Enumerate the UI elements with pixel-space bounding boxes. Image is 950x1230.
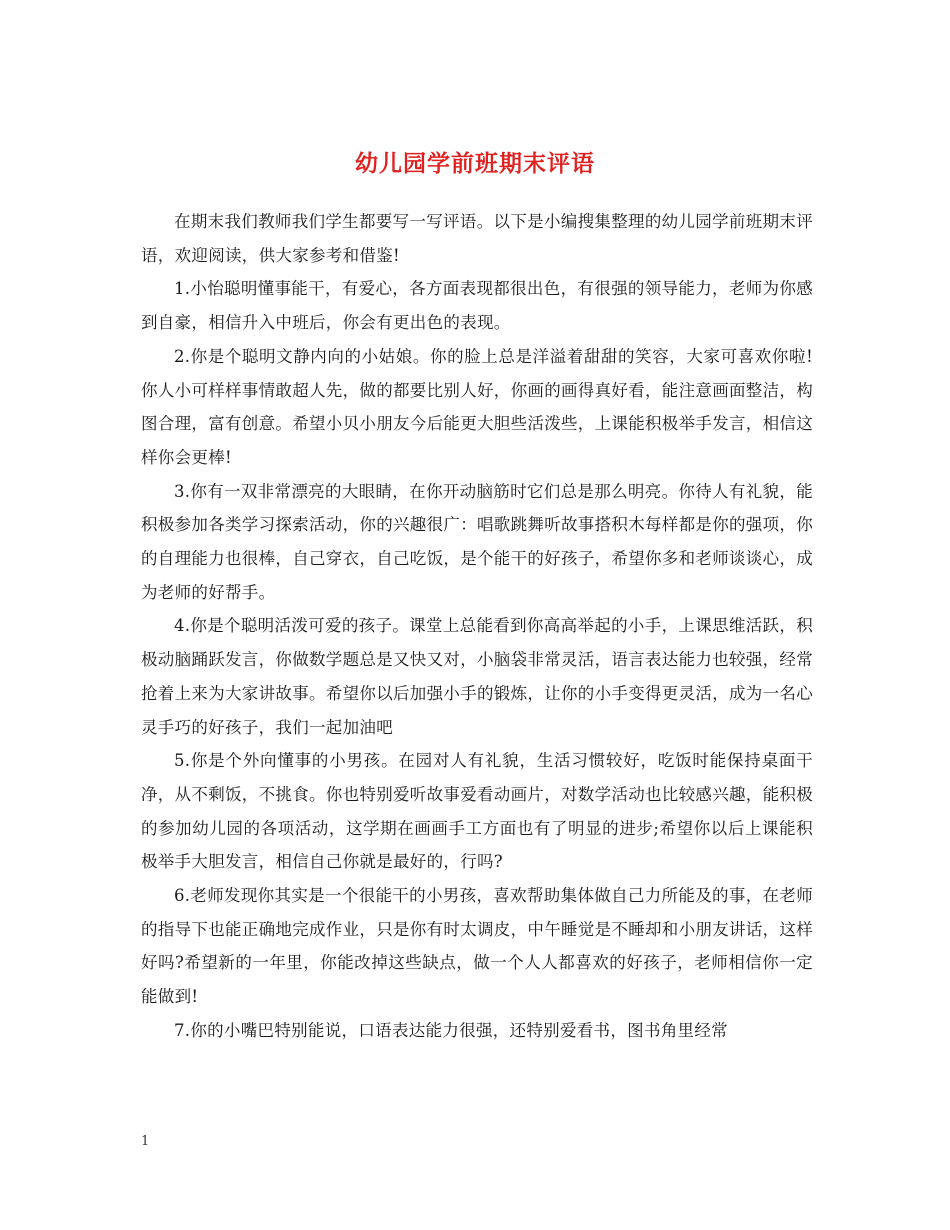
document-body bbox=[141, 205, 813, 1048]
comment-paragraph-2: 2.你是个聪明文静内向的小姑娘。你的脸上总是洋溢着甜甜的笑容，大家可喜欢你啦!你人小可样样事情敢超人先，做的都要比别人好，你画的画得真好看，能注意画面整洁，构图合理，富有创意。希望小贝小朋友今后能更大胆些活泼些，上课能积极举手发言，相信这样你会更棒! bbox=[141, 346, 813, 467]
comment-paragraph-4: 4.你是个聪明活泼可爱的孩子。课堂上总能看到你高高举起的小手，上课思维活跃，积极动脑踊跃发言，你做数学题总是又快又对，小脑袋非常灵活，语言表达能力也较强，经常抢着上来为大家讲故事。希望你以后加强小手的锻炼，让你的小手变得更灵活，成为一名心灵手巧的好孩子，我们一起加油吧 bbox=[141, 616, 813, 737]
comment-paragraph-6: 6.老师发现你其实是一个很能干的小男孩，喜欢帮助集体做自己力所能及的事，在老师的指导下也能正确地完成作业，只是你有时太调皮，中午睡觉是不睡却和小朋友讲话，这样好吗?希望新的一年里，你能改掉这些缺点，做一个人人都喜欢的好孩子，老师相信你一定能做到! bbox=[141, 886, 813, 1007]
comment-paragraph-5: 5.你是个外向懂事的小男孩。在园对人有礼貌，生活习惯较好，吃饭时能保持桌面干净，从不剩饭，不挑食。你也特别爱听故事爱看动画片，对数学活动也比较感兴趣，能积极的参加幼儿园的各项活动，这学期在画画手工方面也有了明显的进步;希望你以后上课能积极举手大胆发言，相信自己你就是最好的，行吗? bbox=[141, 751, 813, 872]
intro-paragraph: 在期末我们教师我们学生都要写一写评语。以下是小编搜集整理的幼儿园学前班期末评语，欢迎阅读，供大家参考和借鉴! bbox=[141, 212, 813, 265]
comment-paragraph-3: 3.你有一双非常漂亮的大眼睛，在你开动脑筋时它们总是那么明亮。你待人有礼貌，能积极参加各类学习探索活动，你的兴趣很广：唱歌跳舞听故事搭积木每样都是你的强项，你的自理能力也很棒，自己穿衣，自己吃饭，是个能干的好孩子，希望你多和老师谈谈心，成为老师的好帮手。 bbox=[141, 481, 813, 602]
page-title: 幼儿园学前班期末评语 bbox=[355, 150, 595, 178]
page-number: 1 bbox=[141, 1134, 150, 1149]
comment-paragraph-7: 7.你的小嘴巴特别能说，口语表达能力很强，还特别爱看书，图书角里经常 bbox=[174, 1020, 728, 1040]
comment-paragraph-1: 1.小怡聪明懂事能干，有爱心，各方面表现都很出色，有很强的领导能力，老师为你感到自豪，相信升入中班后，你会有更出色的表现。 bbox=[141, 279, 813, 333]
